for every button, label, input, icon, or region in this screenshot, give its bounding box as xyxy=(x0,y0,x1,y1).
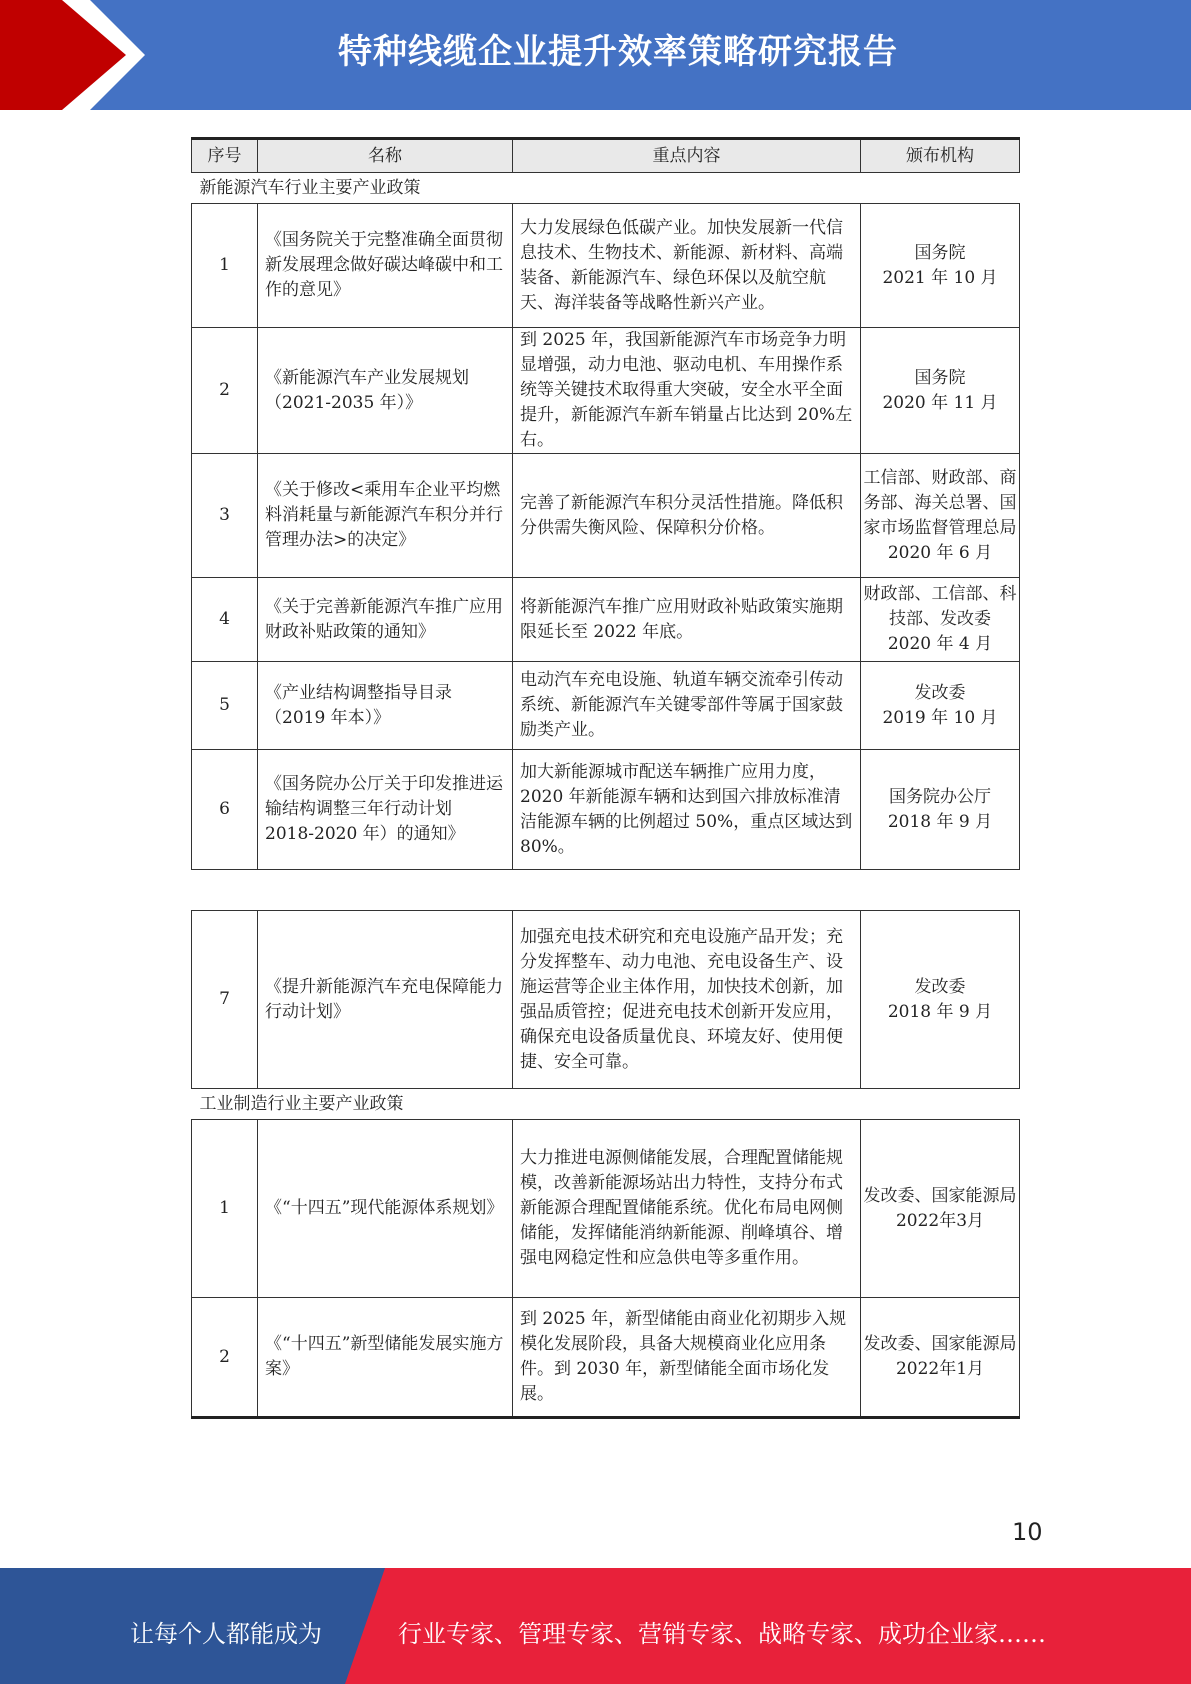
policy-table-continued xyxy=(191,910,1020,1419)
row-number: 7 xyxy=(192,911,258,1089)
section-row xyxy=(192,1089,1020,1120)
row-content: 到 2025 年，我国新能源汽车市场竞争力明显增强，动力电池、驱动电机、车用操作系统等关键技术取得重大突破，安全水平全面提升，新能源汽车新车销量占比达到 20%左右。 xyxy=(513,328,861,454)
row-content: 大力推进电源侧储能发展，合理配置储能规模，改善新能源场站出力特性，支持分布式新能源合理配置储能系统。优化布局电网侧储能，发挥储能消纳新能源、削峰填谷、增强电网稳定性和应急供电等多重作用。 xyxy=(513,1120,861,1298)
table-header-row xyxy=(192,139,1020,173)
table-row xyxy=(192,662,1020,750)
row-org: 国务院办公厅 2018 年 9 月 xyxy=(861,750,1020,870)
row-org: 国务院 2020 年 11 月 xyxy=(861,328,1020,454)
row-name: 《提升新能源汽车充电保障能力行动计划》 xyxy=(258,911,513,1089)
footer-slogan-right: 行业专家、管理专家、营销专家、战略专家、成功企业家…… xyxy=(398,1620,1046,1648)
row-number: 2 xyxy=(192,328,258,454)
row-number: 4 xyxy=(192,578,258,662)
section-row xyxy=(192,173,1020,204)
table-row xyxy=(192,204,1020,328)
page-number: 10 xyxy=(1012,1518,1043,1546)
table-row xyxy=(192,328,1020,454)
row-org: 发改委、国家能源局 2022年3月 xyxy=(861,1120,1020,1298)
report-title: 特种线缆企业提升效率策略研究报告 xyxy=(338,32,898,72)
row-name: 《新能源汽车产业发展规划（2021-2035 年）》 xyxy=(258,328,513,454)
row-org: 工信部、财政部、商务部、海关总署、国家市场监督管理总局 2020 年 6 月 xyxy=(861,454,1020,578)
column-header-name: 名称 xyxy=(258,139,513,173)
table-row xyxy=(192,750,1020,870)
row-content: 到 2025 年，新型储能由商业化初期步入规模化发展阶段，具备大规模商业化应用条件。到 2030 年，新型储能全面市场化发展。 xyxy=(513,1298,861,1418)
column-header-content: 重点内容 xyxy=(513,139,861,173)
row-content: 加大新能源城市配送车辆推广应用力度，2020 年新能源车辆和达到国六排放标准清洁能源车辆的比例超过 50%，重点区域达到 80%。 xyxy=(513,750,861,870)
row-org: 发改委 2019 年 10 月 xyxy=(861,662,1020,750)
page-header xyxy=(0,0,1191,110)
section-title: 新能源汽车行业主要产业政策 xyxy=(192,173,1020,204)
row-org: 财政部、工信部、科技部、发改委 2020 年 4 月 xyxy=(861,578,1020,662)
row-number: 1 xyxy=(192,204,258,328)
row-number: 3 xyxy=(192,454,258,578)
table-row xyxy=(192,578,1020,662)
table-row xyxy=(192,911,1020,1089)
row-content: 大力发展绿色低碳产业。加快发展新一代信息技术、生物技术、新能源、新材料、高端装备、新能源汽车、绿色环保以及航空航天、海洋装备等战略性新兴产业。 xyxy=(513,204,861,328)
row-content: 将新能源汽车推广应用财政补贴政策实施期限延长至 2022 年底。 xyxy=(513,578,861,662)
row-content: 加强充电技术研究和充电设施产品开发；充分发挥整车、动力电池、充电设备生产、设施运营等企业主体作用，加快技术创新，加强品质管控；促进充电技术创新开发应用，确保充电设备质量优良、环境友好、使用便捷、安全可靠。 xyxy=(513,911,861,1089)
row-org: 发改委 2018 年 9 月 xyxy=(861,911,1020,1089)
row-name: 《“十四五”现代能源体系规划》 xyxy=(258,1120,513,1298)
row-name: 《“十四五”新型储能发展实施方案》 xyxy=(258,1298,513,1418)
row-org: 发改委、国家能源局 2022年1月 xyxy=(861,1298,1020,1418)
column-header-org: 颁布机构 xyxy=(861,139,1020,173)
policy-table xyxy=(191,137,1020,870)
table-row xyxy=(192,1298,1020,1418)
table-row xyxy=(192,1120,1020,1298)
row-number: 2 xyxy=(192,1298,258,1418)
footer-slogan-left: 让每个人都能成为 xyxy=(130,1620,322,1648)
row-name: 《关于完善新能源汽车推广应用财政补贴政策的通知》 xyxy=(258,578,513,662)
row-number: 1 xyxy=(192,1120,258,1298)
table-row xyxy=(192,454,1020,578)
section-title: 工业制造行业主要产业政策 xyxy=(192,1089,1020,1120)
column-header-no: 序号 xyxy=(192,139,258,173)
row-number: 5 xyxy=(192,662,258,750)
row-name: 《关于修改<乘用车企业平均燃料消耗量与新能源汽车积分并行管理办法>的决定》 xyxy=(258,454,513,578)
row-content: 完善了新能源汽车积分灵活性措施。降低积分供需失衡风险、保障积分价格。 xyxy=(513,454,861,578)
row-org: 国务院 2021 年 10 月 xyxy=(861,204,1020,328)
row-content: 电动汽车充电设施、轨道车辆交流牵引传动系统、新能源汽车关键零部件等属于国家鼓励类产业。 xyxy=(513,662,861,750)
row-name: 《国务院办公厅关于印发推进运输结构调整三年行动计划 2018-2020 年）的通知》 xyxy=(258,750,513,870)
row-name: 《国务院关于完整准确全面贯彻新发展理念做好碳达峰碳中和工作的意见》 xyxy=(258,204,513,328)
row-number: 6 xyxy=(192,750,258,870)
row-name: 《产业结构调整指导目录（2019 年本）》 xyxy=(258,662,513,750)
